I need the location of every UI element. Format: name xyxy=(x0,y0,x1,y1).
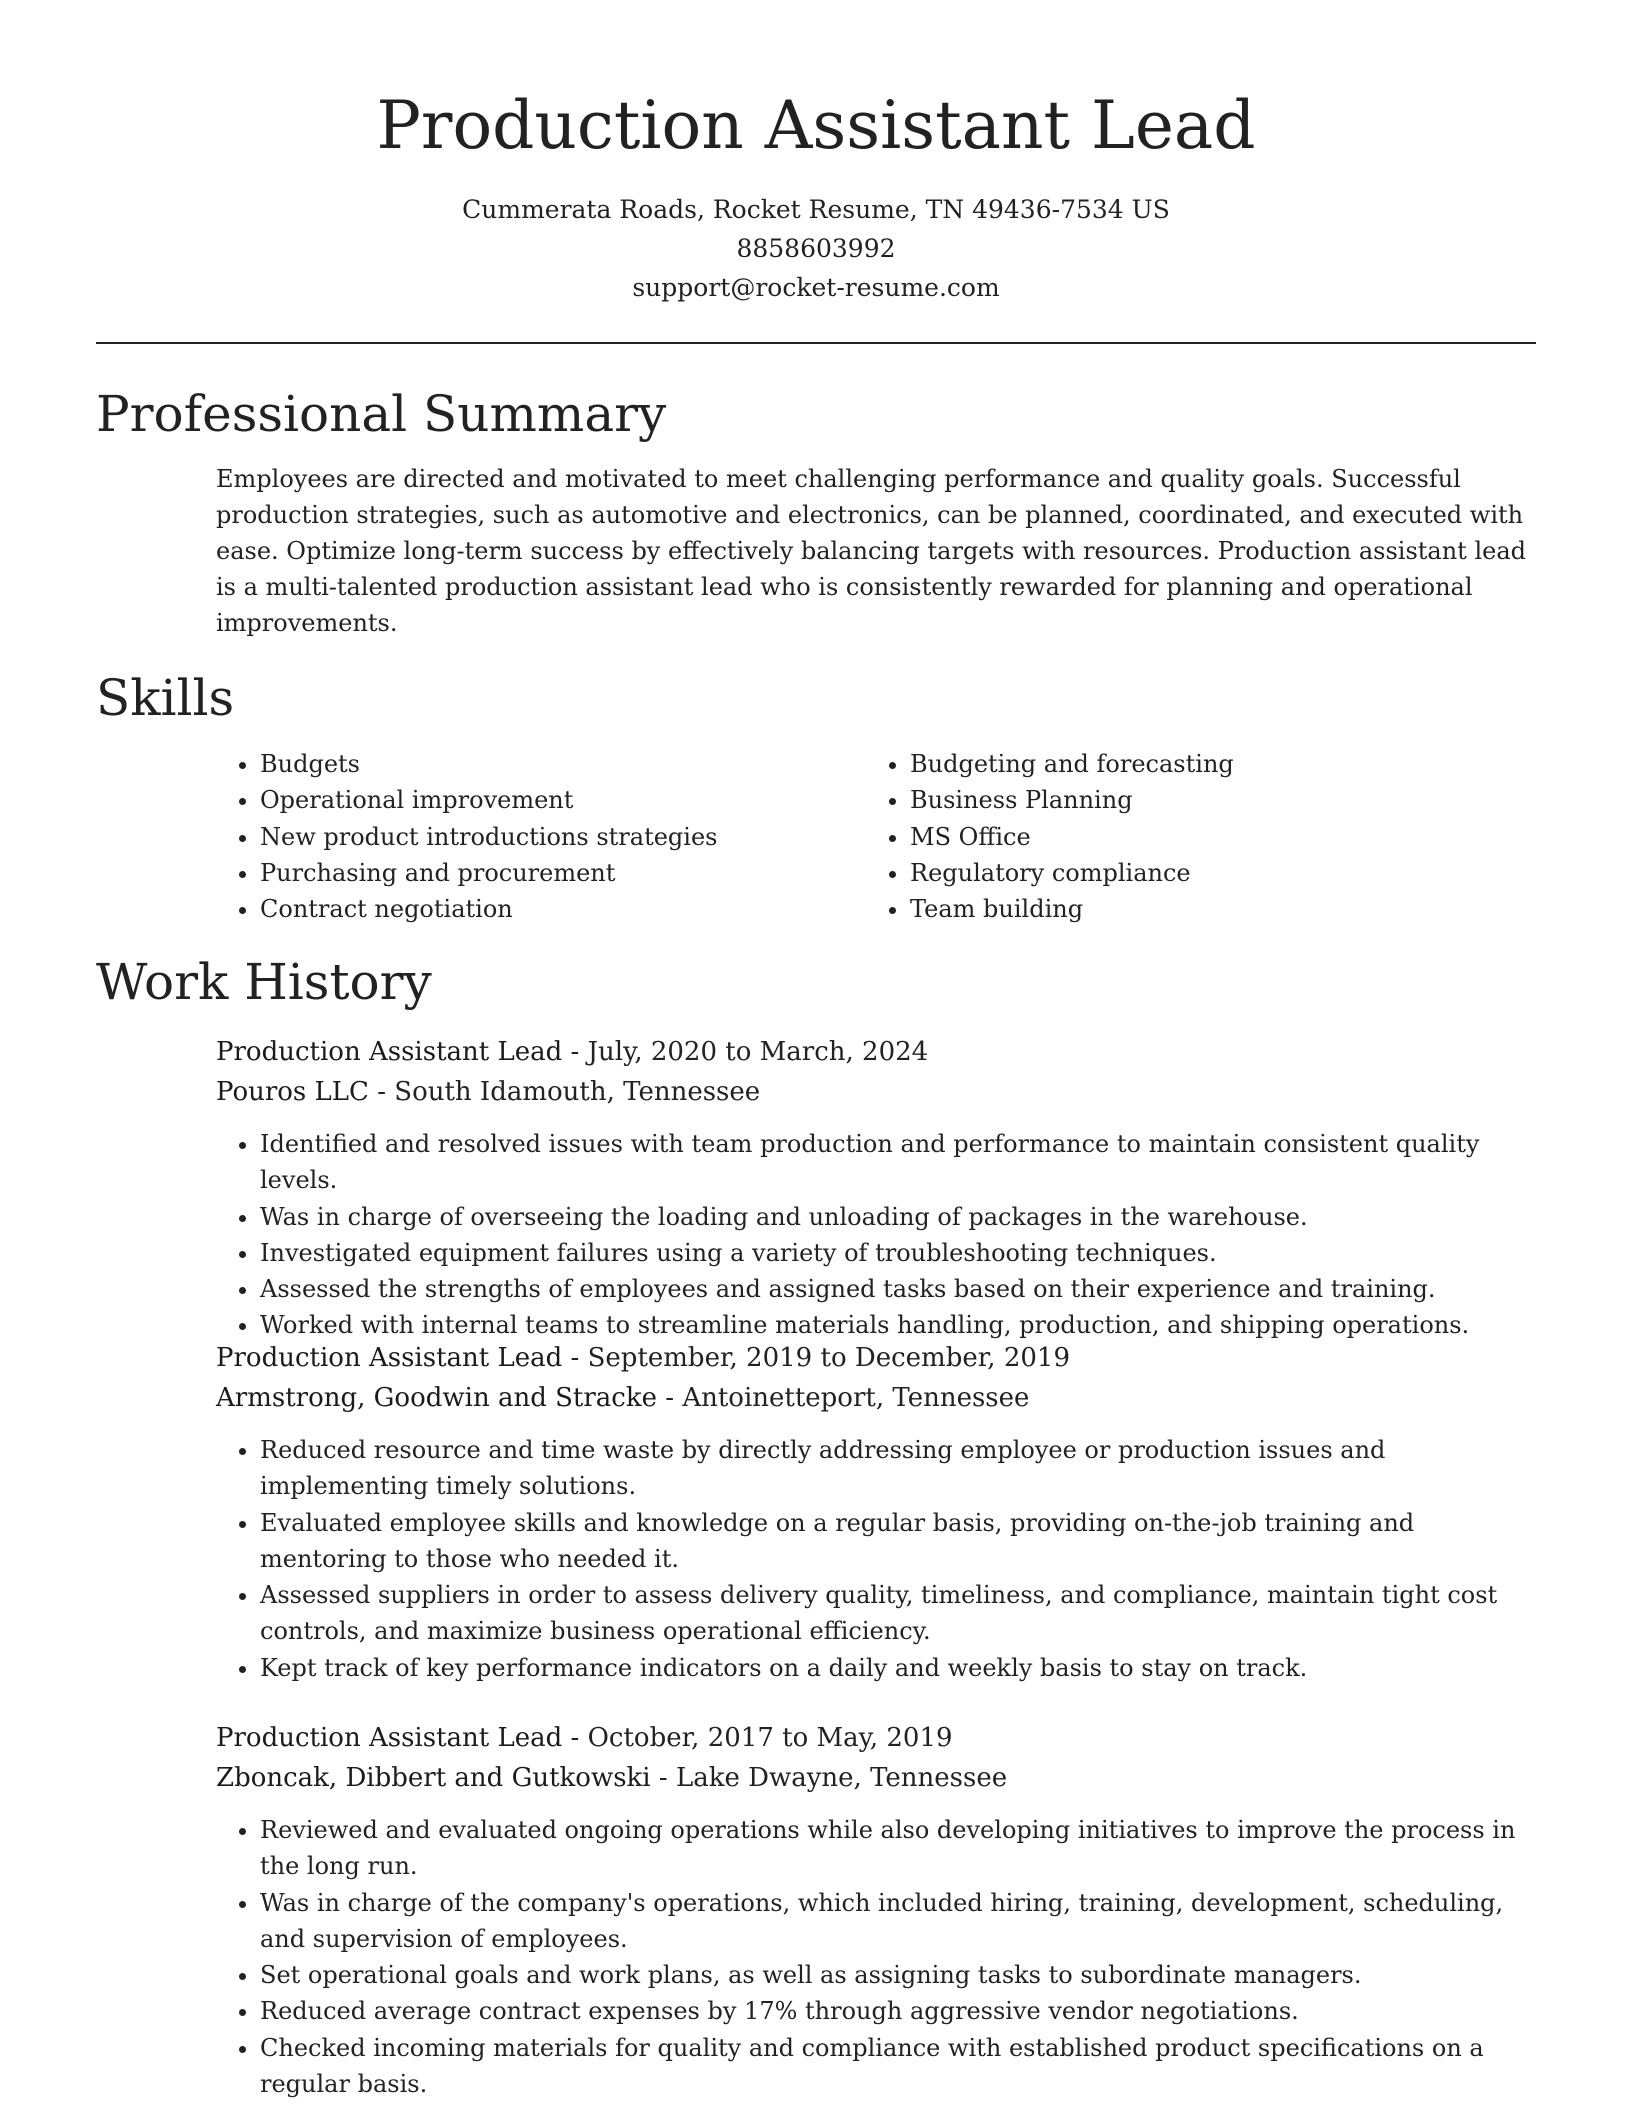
skill-item: • MS Office xyxy=(910,819,1516,855)
job-duty: • Checked incoming materials for quality and compliance with established product specifications on a regular basis. xyxy=(260,2030,1538,2103)
job-company: Zboncak, Dibbert and Gutkowski xyxy=(216,1763,651,1793)
job-entry xyxy=(216,1032,1538,1344)
contact-address: Cummerata Roads, Rocket Resume, TN 49436-7534 US xyxy=(462,195,1170,224)
job-company-line xyxy=(216,1378,1538,1418)
skill-item: • Operational improvement xyxy=(260,782,866,818)
job-duty: • Evaluated employee skills and knowledge on a regular basis, providing on-the-job training and mentoring to those who needed it. xyxy=(260,1505,1538,1578)
header-divider xyxy=(96,342,1536,344)
skills-heading: Skills xyxy=(96,669,235,727)
contact-email: support@rocket-resume.com xyxy=(632,273,1000,302)
job-company: Armstrong, Goodwin and Stracke xyxy=(216,1383,657,1413)
skills-list xyxy=(216,746,1536,927)
contact-phone: 8858603992 xyxy=(736,234,896,263)
job-location: - Antoinetteport, Tennessee xyxy=(657,1383,1030,1413)
job-title-line xyxy=(216,1032,1538,1072)
job-title-line xyxy=(216,1718,1538,1758)
job-title-line xyxy=(216,1338,1538,1378)
job-duty: • Kept track of key performance indicators on a daily and weekly basis to stay on track. xyxy=(260,1650,1538,1686)
summary-text: Employees are directed and motivated to meet challenging performance and quality goals. Successful production strategies, such as automotive and electronics, can be planned, coordinated, and executed with ease. Optimize long-term success by effectively balancing targets with resources. Production assistant lead is a multi-talented production assistant lead who is consistently rewarded for planning and operational improvements. xyxy=(216,465,1526,637)
skill-item: • Contract negotiation xyxy=(260,891,866,927)
skills-column-right xyxy=(866,746,1516,927)
job-duty: • Investigated equipment failures using a variety of troubleshooting techniques. xyxy=(260,1235,1538,1271)
skill-item: • Budgets xyxy=(260,746,866,782)
job-duty: • Assessed suppliers in order to assess delivery quality, timeliness, and compliance, maintain tight cost controls, and maximize business operational efficiency. xyxy=(260,1577,1538,1650)
job-duties xyxy=(216,1432,1538,1686)
job-duty: • Was in charge of the company's operations, which included hiring, training, development, scheduling, and supervision of employees. xyxy=(260,1885,1538,1958)
job-role: Production Assistant Lead xyxy=(216,1037,563,1067)
work-history-heading: Work History xyxy=(96,953,432,1011)
skills-column-left xyxy=(216,746,866,927)
job-dates: - September, 2019 to December, 2019 xyxy=(562,1343,1070,1373)
summary-heading: Professional Summary xyxy=(96,385,667,443)
job-duty: • Assessed the strengths of employees and assigned tasks based on their experience and training. xyxy=(260,1271,1538,1307)
job-location: - South Idamouth, Tennessee xyxy=(368,1077,761,1107)
job-entry xyxy=(216,1718,1538,2102)
job-location: - Lake Dwayne, Tennessee xyxy=(650,1763,1008,1793)
skill-item: • Team building xyxy=(910,891,1516,927)
candidate-name: Production Assistant Lead xyxy=(376,87,1256,164)
job-duties xyxy=(216,1126,1538,1344)
job-dates: - July, 2020 to March, 2024 xyxy=(562,1037,929,1067)
skill-item: • New product introductions strategies xyxy=(260,819,866,855)
job-duty: • Reduced resource and time waste by directly addressing employee or production issues and implementing timely solutions. xyxy=(260,1432,1538,1505)
job-duties xyxy=(216,1812,1538,2102)
skill-item: • Budgeting and forecasting xyxy=(910,746,1516,782)
job-company-line xyxy=(216,1072,1538,1112)
job-duty: • Worked with internal teams to streamline materials handling, production, and shipping operations. xyxy=(260,1307,1538,1343)
job-entry xyxy=(216,1338,1538,1686)
contact-block xyxy=(0,190,1632,307)
job-role: Production Assistant Lead xyxy=(216,1343,563,1373)
skill-item: • Purchasing and procurement xyxy=(260,855,866,891)
skill-item: • Business Planning xyxy=(910,782,1516,818)
job-duty: • Was in charge of overseeing the loading and unloading of packages in the warehouse. xyxy=(260,1199,1538,1235)
skill-item: • Regulatory compliance xyxy=(910,855,1516,891)
job-duty: • Reviewed and evaluated ongoing operations while also developing initiatives to improve the process in the long run. xyxy=(260,1812,1538,1885)
job-company: Pouros LLC xyxy=(216,1077,369,1107)
job-duty: • Set operational goals and work plans, as well as assigning tasks to subordinate managers. xyxy=(260,1957,1538,1993)
job-duty: • Reduced average contract expenses by 17% through aggressive vendor negotiations. xyxy=(260,1993,1538,2029)
job-dates: - October, 2017 to May, 2019 xyxy=(562,1723,953,1753)
job-company-line xyxy=(216,1758,1538,1798)
resume-header xyxy=(0,0,1632,307)
job-duty: • Identified and resolved issues with team production and performance to maintain consistent quality levels. xyxy=(260,1126,1538,1199)
job-role: Production Assistant Lead xyxy=(216,1723,563,1753)
